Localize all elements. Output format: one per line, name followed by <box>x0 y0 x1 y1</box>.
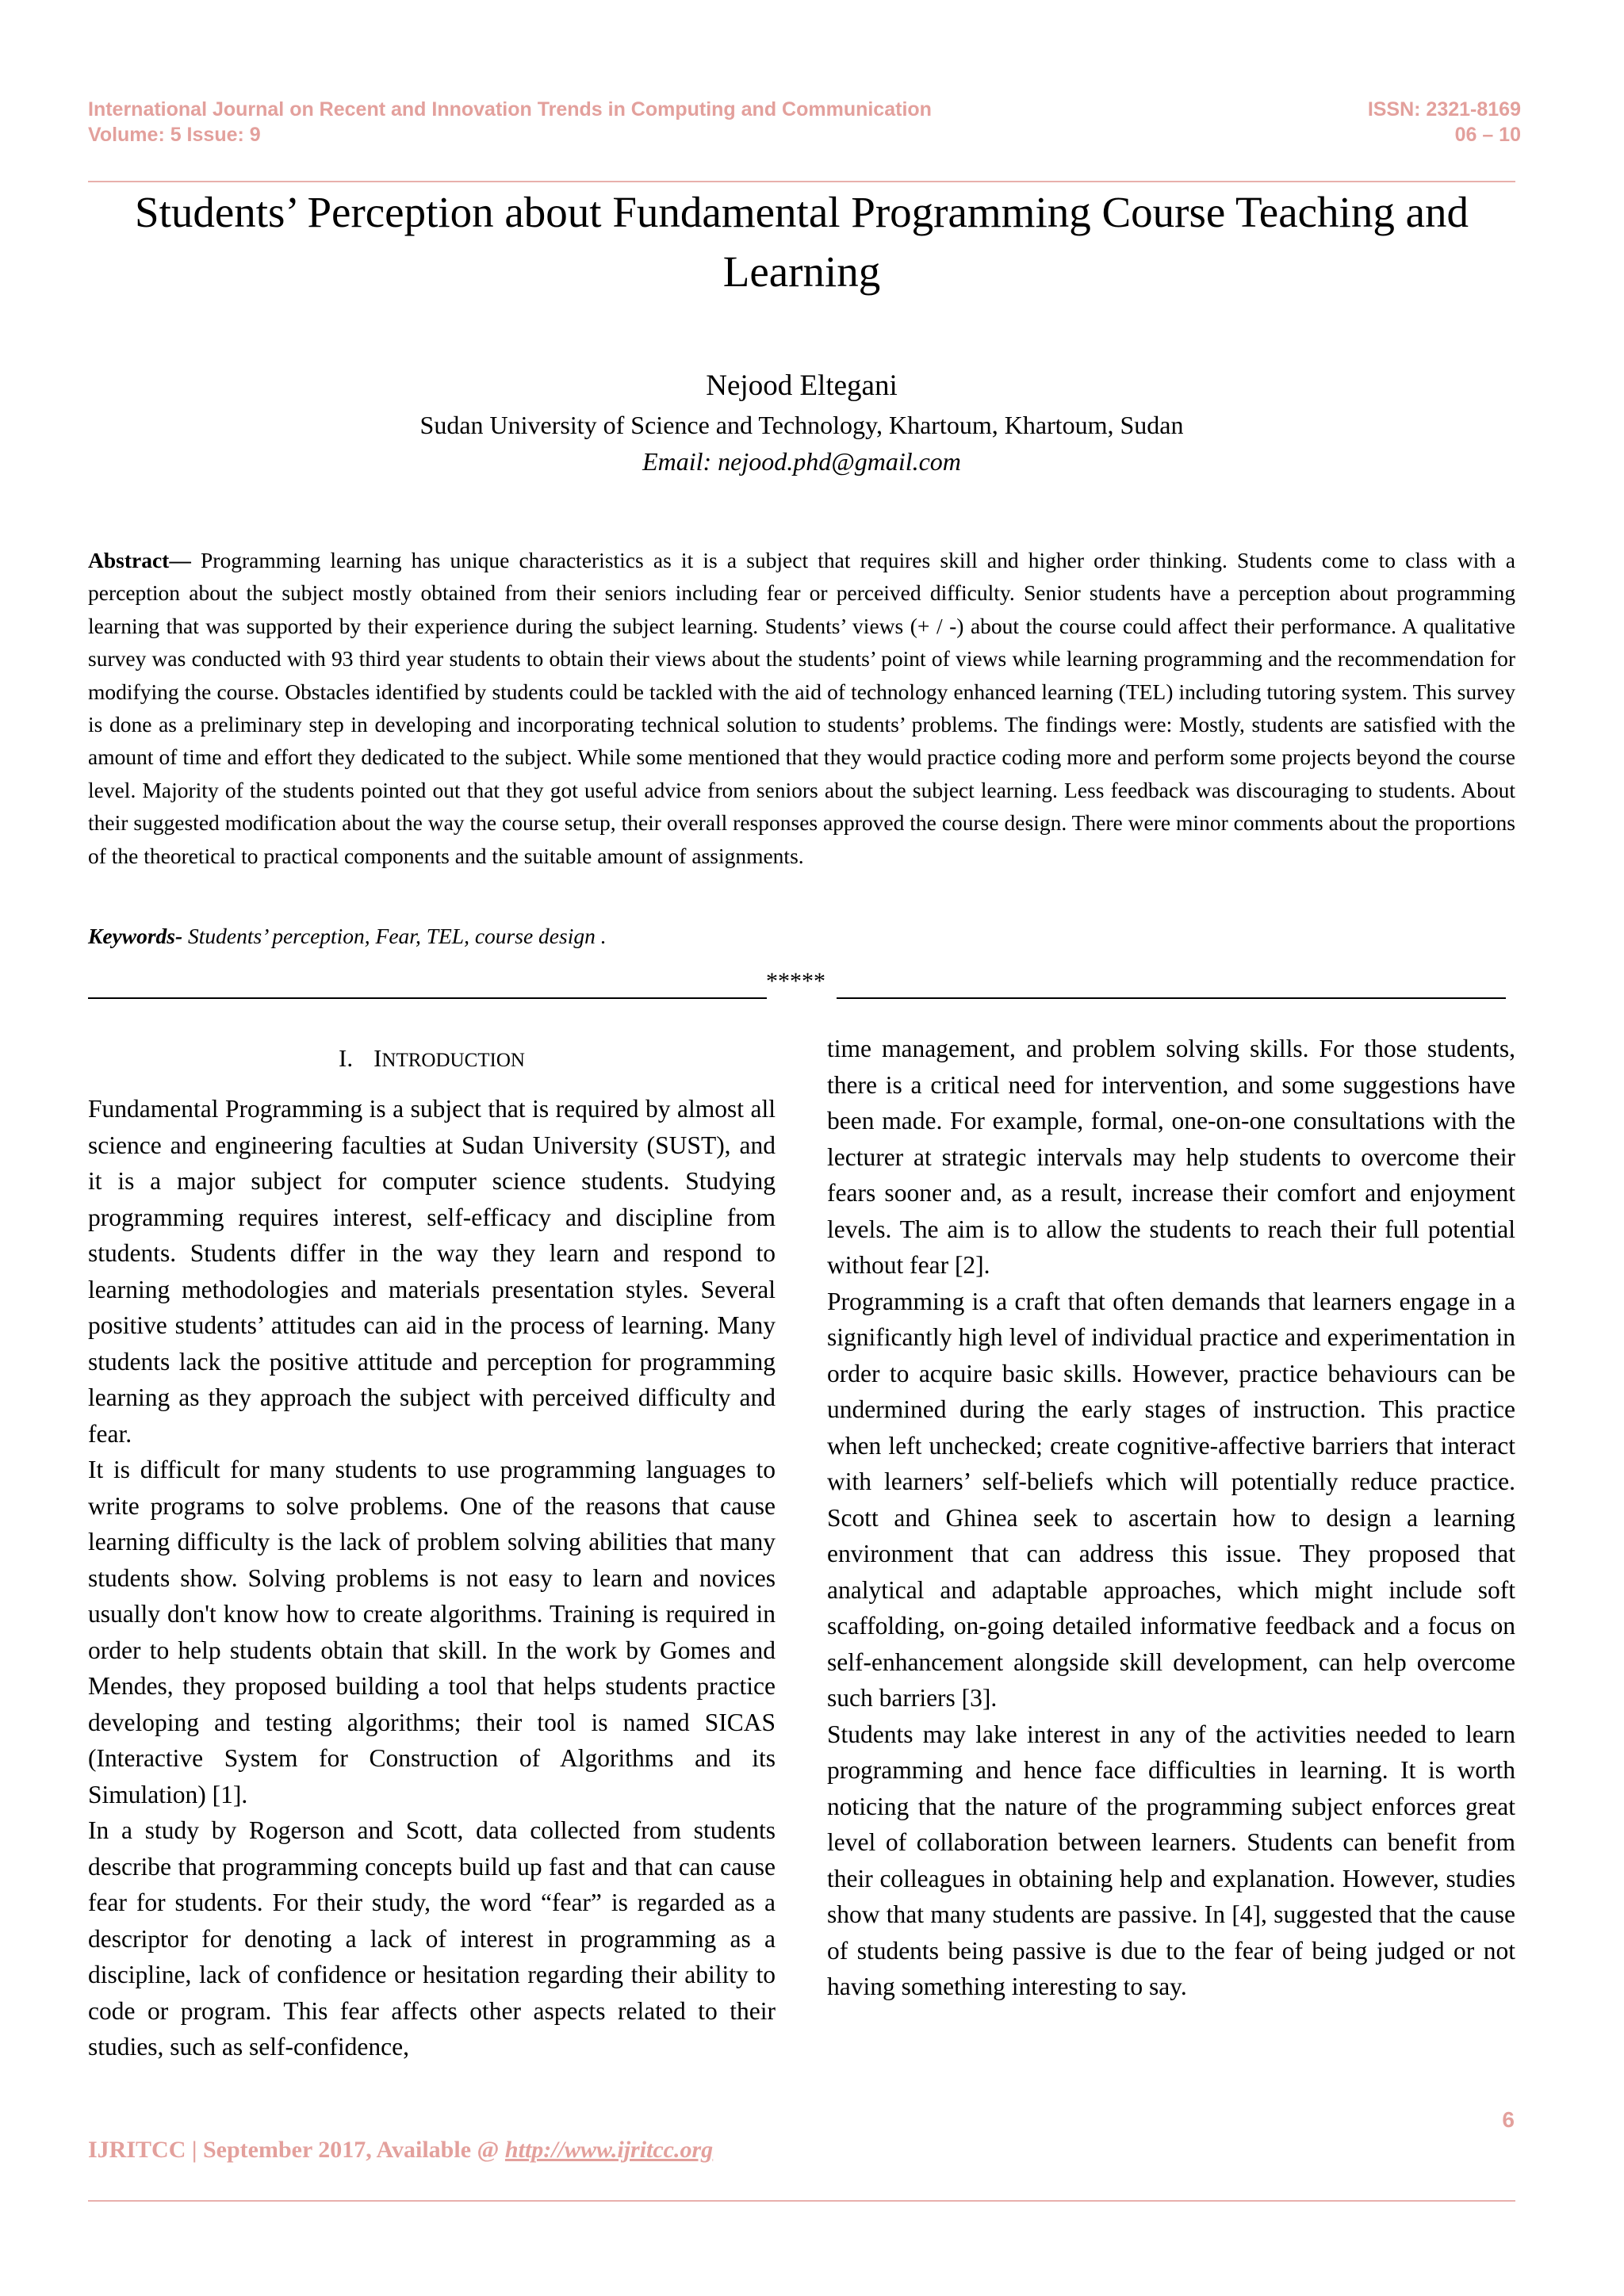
footer <box>88 2136 713 2164</box>
section-heading-introduction <box>88 1040 776 1078</box>
section-title-rest: NTRODUCTION <box>381 1050 525 1071</box>
section-number: I. <box>339 1044 354 1072</box>
abstract <box>88 544 1515 872</box>
keywords <box>88 922 1515 951</box>
keywords-label: Keywords- <box>88 924 183 948</box>
running-header-left <box>88 97 932 147</box>
author-email: Email: nejood.phd@gmail.com <box>642 447 961 476</box>
author-name: Nejood Eltegani <box>706 369 898 402</box>
left-column <box>88 1091 776 2065</box>
section-title-initial: I <box>373 1044 382 1072</box>
separator-stars: ***** <box>766 968 825 994</box>
paragraph: time management, and problem solving skills. For those students, there is a critical need for intervention, and some suggestions have been made. For example, formal, one-on-one consultations with the lecturer at strategic intervals may help students to overcome their fears sooner and, as a result, increase their comfort and enjoyment levels. The aim is to allow the students to reach their full potential without fear [2]. <box>827 1035 1515 1279</box>
footer-text: IJRITCC | September 2017, Available @ <box>88 2137 505 2163</box>
author-affiliation: Sudan University of Science and Technology, Khartoum, Khartoum, Sudan <box>419 411 1184 439</box>
paragraph: Programming is a craft that often demands that learners engage in a significantly high level of individual practice and experimentation in order to acquire basic skills. However, practice behaviours can be undermined during the early stages of instruction. This practice when left unchecked; create cognitive-affective barriers that interact with learners’ self-beliefs which will potentially reduce practice. Scott and Ghinea seek to ascertain how to design a learning environment that can address this issue. They proposed that analytical and adaptable approaches, which might include soft scaffolding, on-going detailed informative feedback and a focus on self-enhancement alongside skill development, can help overcome such barriers [3]. <box>827 1287 1515 1712</box>
separator-line-right <box>837 997 1506 999</box>
running-header-right <box>1368 97 1521 147</box>
separator-line-left <box>88 997 767 999</box>
abstract-text: Programming learning has unique characteristics as it is a subject that requires skill and higher order thinking. Students come to class with a perception about the subject mostly obtained from their seniors including fear or perceived difficulty. Senior students have a perception about programming learning that was supported by their experience during the subject learning. Students’ views (+ / -) about the course could affect their performance. A qualitative survey was conducted with 93 third year students to obtain their views about the students’ point of views while learning programming and the recommendation for modifying the course. Obstacles identified by students could be tackled with the aid of technology enhanced learning (TEL) including tutoring system. This survey is done as a preliminary step in developing and incorporating technical solution to students’ problems. The findings were: Mostly, students are satisfied with the amount of time and effort they dedicated to the subject. While some mentioned that they would practice coding more and perform some projects beyond the course level. Majority of the students pointed out that they got useful advice from seniors about the subject learning. Less feedback was discouraging to students. About their suggested modification about the way the course setup, their overall responses approved the course design. There were minor comments about the proportions of the theoretical to practical components and the suitable amount of assignments. <box>88 548 1516 868</box>
footer-rule <box>88 2200 1515 2202</box>
issn: ISSN: 2321-8169 <box>1367 98 1521 121</box>
paragraph: Students may lake interest in any of the activities needed to learn programming and hence face difficulties in learning. It is worth noticing that the nature of the programming subject enforces great level of collaboration between learners. Students can benefit from their colleagues in obtaining help and explanation. However, studies show that many students are passive. In [4], suggested that the cause of students being passive is due to the fear of being judged or not having something interesting to say. <box>827 1720 1515 2000</box>
paragraph: It is difficult for many students to use programming languages to write programs to solve problems. One of the reasons that cause learning difficulty is the lack of problem solving abilities that many students show. Solving problems is not easy to learn and novices usually don't know how to create algorithms. Training is required in order to help students obtain that skill. In the work by Gomes and Mendes, they proposed building a tool that helps students practice developing and testing algorithms; their tool is named SICAS (Interactive System for Construction of Algorithms and its Simulation) [1]. <box>88 1456 776 1808</box>
page-range: 06 – 10 <box>1454 124 1521 146</box>
right-column <box>827 1031 1515 2005</box>
paragraph: In a study by Rogerson and Scott, data collected from students describe that programming concepts build up fast and that can cause fear for students. For their study, the word “fear” is regarded as a descriptor for denoting a lack of interest in programming as a discipline, lack of confidence or hesitation regarding their ability to code or program. This fear affects other aspects related to their studies, such as self-confidence, <box>88 1816 776 2061</box>
abstract-label: Abstract— <box>88 548 191 572</box>
page-number: 6 <box>1502 2107 1515 2132</box>
volume-issue: Volume: 5 Issue: 9 <box>88 124 261 146</box>
paragraph: Fundamental Programming is a subject that is required by almost all science and engineering faculties at Sudan University (SUST), and it is a major subject for computer science students. Studying programming requires interest, self-efficacy and discipline from students. Students differ in the way they learn and respond to learning methodologies and materials presentation styles. Several positive students’ attitudes can aid in the process of learning. Many students lack the positive attitude and perception for programming learning as they approach the subject with perceived difficulty and fear. <box>88 1095 776 1448</box>
footer-link[interactable]: http://www.ijritcc.org <box>504 2137 714 2163</box>
journal-name: International Journal on Recent and Innovation Trends in Computing and Communication <box>88 98 932 121</box>
paper-title: Students’ Perception about Fundamental Programming Course Teaching and Learning <box>135 188 1469 296</box>
keywords-text: Students’ perception, Fear, TEL, course design . <box>182 924 607 948</box>
